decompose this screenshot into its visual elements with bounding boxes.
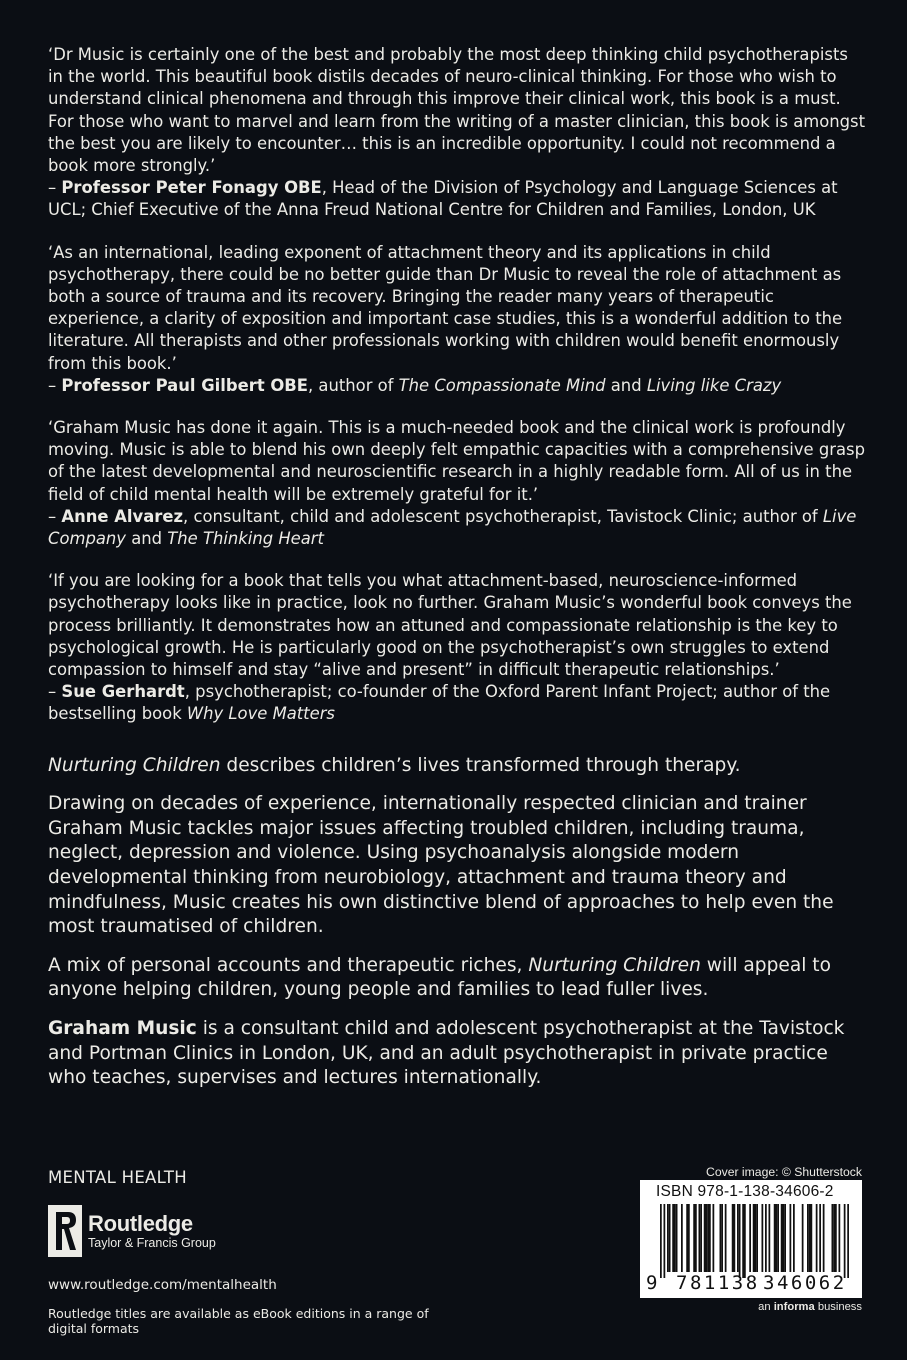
barcode-bar <box>688 1204 690 1272</box>
barcode-bar <box>699 1204 701 1272</box>
review-quote: ‘Graham Music has done it again. This is a much-needed book and the clinical work is profoundly moving. Music is able to blend his own deeply felt empathic capacities with a comprehensive grasp of the latest developmental and neuroscientific research in a highly readable form. All of us in the field of child mental health will be extremely grateful for it.’ <box>48 418 865 504</box>
dash: – <box>48 506 62 526</box>
book-title: Why Love Matters <box>186 704 335 724</box>
barcode-bar <box>725 1204 727 1272</box>
description-text: A mix of personal accounts and therapeutic riches, <box>48 954 529 976</box>
review-attribution <box>48 375 866 397</box>
cover-credit: Cover image: © Shutterstock <box>706 1165 862 1179</box>
dash: – <box>48 375 62 395</box>
barcode-bar <box>774 1204 776 1272</box>
reviewer-name: Anne Alvarez <box>61 506 184 526</box>
review-quote: ‘If you are looking for a book that tells you what attachment-based, neuroscience-informed psychotherapy looks like in practice, look no further. Graham Music’s wonderful book conveys the process brilliantly. It demonstrates how an attuned and compassionate relationship is the key to psychological growth. He is particularly good on the psychotherapist’s own struggles to extend compassion to himself and stay “alive and present” in difficult therapeutic relationships.’ <box>48 571 852 680</box>
publisher-logo <box>48 1203 468 1259</box>
barcode-bar <box>674 1204 676 1272</box>
barcode-bar <box>707 1204 709 1272</box>
informa-tagline <box>640 1301 862 1313</box>
reviewer-name: Professor Paul Gilbert OBE <box>61 375 308 395</box>
back-cover-text <box>48 44 866 1105</box>
barcode-bar <box>839 1204 841 1272</box>
barcode-bar <box>700 1204 702 1272</box>
barcode-bar <box>709 1204 711 1272</box>
book-title: Living like Crazy <box>646 375 782 395</box>
barcode-bar <box>755 1204 757 1272</box>
book-title: Nurturing Children <box>48 754 221 776</box>
barcode-bar <box>793 1204 795 1272</box>
barcode-bar <box>784 1204 786 1272</box>
description-text: describes children’s lives transformed through therapy. <box>220 754 741 776</box>
publisher-url: www.routledge.com/mentalhealth <box>48 1277 277 1293</box>
reviewer-name: Sue Gerhardt <box>61 682 185 702</box>
barcode-bar <box>807 1204 809 1272</box>
publisher-wordmark <box>88 1212 216 1250</box>
category-label: MENTAL HEALTH <box>48 1168 187 1187</box>
barcode-bar <box>739 1204 741 1278</box>
publisher-name: Routledge <box>88 1211 193 1236</box>
barcode-bar <box>664 1204 666 1278</box>
description-body <box>48 792 866 940</box>
reviewer-name: Professor Peter Fonagy OBE <box>61 178 322 198</box>
review-fonagy <box>48 44 866 222</box>
review-attribution <box>48 681 866 725</box>
barcode-bar <box>734 1204 736 1272</box>
description-text: will appeal to anyone helping children, young people and families to lead fuller lives. <box>48 954 831 1001</box>
barcode-digit-group: 9 <box>646 1272 658 1294</box>
author-name: Graham Music <box>48 1018 197 1040</box>
barcode-bar <box>753 1204 755 1272</box>
barcode-bar <box>681 1204 683 1272</box>
barcode-bar <box>790 1204 792 1272</box>
reviewer-credit: , author of <box>308 375 399 395</box>
reviewer-credit: , psychotherapist; co-founder of the Oxford Parent Infant Project; author of the bestselling book <box>48 682 831 724</box>
barcode-bar <box>669 1204 671 1272</box>
barcode-bar <box>765 1204 767 1272</box>
barcode-bar <box>809 1204 811 1272</box>
barcode-digit-group: 781138 <box>676 1272 760 1294</box>
barcode-bar <box>756 1204 758 1272</box>
reviewer-credit: and <box>605 375 647 395</box>
isbn-label: ISBN 978-1-138-34606-2 <box>656 1183 834 1200</box>
publisher-group: Taylor & Francis Group <box>88 1236 216 1250</box>
barcode-bar <box>847 1204 849 1278</box>
barcode-bar <box>676 1204 678 1272</box>
informa-text: an <box>758 1301 774 1313</box>
barcode-bar <box>777 1204 779 1272</box>
dash: – <box>48 178 62 198</box>
review-attribution <box>48 177 866 221</box>
barcode-bar <box>762 1204 764 1272</box>
book-title: Live Company <box>48 506 857 549</box>
barcode-bar <box>686 1204 688 1272</box>
barcode-bar <box>720 1204 722 1272</box>
barcode-bar <box>693 1204 695 1272</box>
barcode-bar <box>833 1204 835 1272</box>
barcode-bar <box>802 1204 804 1272</box>
barcode-bar <box>732 1204 734 1272</box>
routledge-r-logo-icon <box>48 1205 82 1257</box>
review-alvarez <box>48 417 866 550</box>
informa-text: business <box>814 1301 862 1313</box>
review-attribution <box>48 506 866 550</box>
informa-brand: informa <box>773 1301 815 1313</box>
reviewer-credit: and <box>125 529 168 549</box>
author-bio-text: is a consultant child and adolescent psychotherapist at the Tavistock and Portman Clinics in London, UK, and an adult psychotherapist in private practice who teaches, supervises and lectures internationally. <box>48 1018 845 1089</box>
barcode-bar <box>776 1204 778 1272</box>
barcode-bar <box>695 1204 697 1272</box>
description-intro <box>48 754 866 779</box>
review-quote: ‘Dr Music is certainly one of the best and probably the most deep thinking child psychotherapists in the world. This beautiful book distils decades of neuro-clinical thinking. For those who wish to understand clinical phenomena and through this improve their clinical work, this book is a must. For those who want to marvel and learn from the writing of a master clinician, this book is amongst the best you are likely to encounter… this is an incredible opportunity. I could not recommend a book more strongly.’ <box>48 45 866 176</box>
description-text: Drawing on decades of experience, internationally respected clinician and trainer Graham Music tackles major issues affecting troubled children, including trauma, neglect, depression and violence. Using psychoanalysis alongside modern developmental thinking from neurobiology, attachment and trauma theory and mindfulness, Music creates his own distinctive blend of approaches to help even the most traumatised of children. <box>48 793 834 938</box>
barcode-bar <box>823 1204 825 1272</box>
book-title: The Thinking Heart <box>167 529 324 549</box>
barcode-bar <box>704 1204 706 1272</box>
barcode-bar <box>749 1204 751 1272</box>
review-quote: ‘As an international, leading exponent of attachment theory and its applications in child psychotherapy, there could be no better guide than Dr Music to reveal the role of attachment as both a source of trauma and its recovery. Bringing the reader many years of therapeutic experience, a clarity of exposition and important case studies, this is a wonderful addition to the literature. All therapists and other professionals working with children would benefit enormously from this book.’ <box>48 242 843 373</box>
barcode-bar <box>667 1204 669 1272</box>
barcode-bar <box>835 1204 837 1272</box>
description-appeal <box>48 954 866 1003</box>
barcode-bar <box>721 1204 723 1272</box>
ebook-note: Routledge titles are available as eBook editions in a range of digital formats <box>48 1306 429 1336</box>
barcode-bar <box>781 1204 783 1272</box>
barcode-bar <box>742 1204 744 1278</box>
barcode-bar <box>713 1204 715 1272</box>
book-title: Nurturing Children <box>528 954 701 976</box>
barcode-bar <box>737 1204 739 1272</box>
barcode-bar <box>819 1204 821 1272</box>
barcode-bar <box>744 1204 746 1278</box>
barcode-digit-group: 346062 <box>763 1272 847 1294</box>
review-gilbert <box>48 242 866 397</box>
publisher-footer <box>48 1168 468 1336</box>
barcode-bar <box>660 1204 662 1278</box>
barcode-bar <box>706 1204 708 1272</box>
book-title: The Compassionate Mind <box>398 375 606 395</box>
barcode-bar <box>769 1204 771 1272</box>
reviewer-credit: , Head of the Division of Psychology and Language Sciences at UCL; Chief Executive of the Anna Freud National Centre for Children and Families, London, UK <box>48 178 838 220</box>
reviewer-credit: , consultant, child and adolescent psychotherapist, Tavistock Clinic; author of <box>183 506 823 526</box>
barcode-bar <box>832 1204 834 1272</box>
barcode-bar <box>816 1204 818 1272</box>
dash: – <box>48 682 62 702</box>
review-gerhardt <box>48 570 866 725</box>
barcode-bar <box>811 1204 813 1272</box>
author-bio <box>48 1017 866 1091</box>
barcode-bar <box>672 1204 674 1272</box>
barcode-bar <box>783 1204 785 1272</box>
barcode-bar <box>844 1204 846 1278</box>
isbn-barcode <box>640 1180 862 1298</box>
